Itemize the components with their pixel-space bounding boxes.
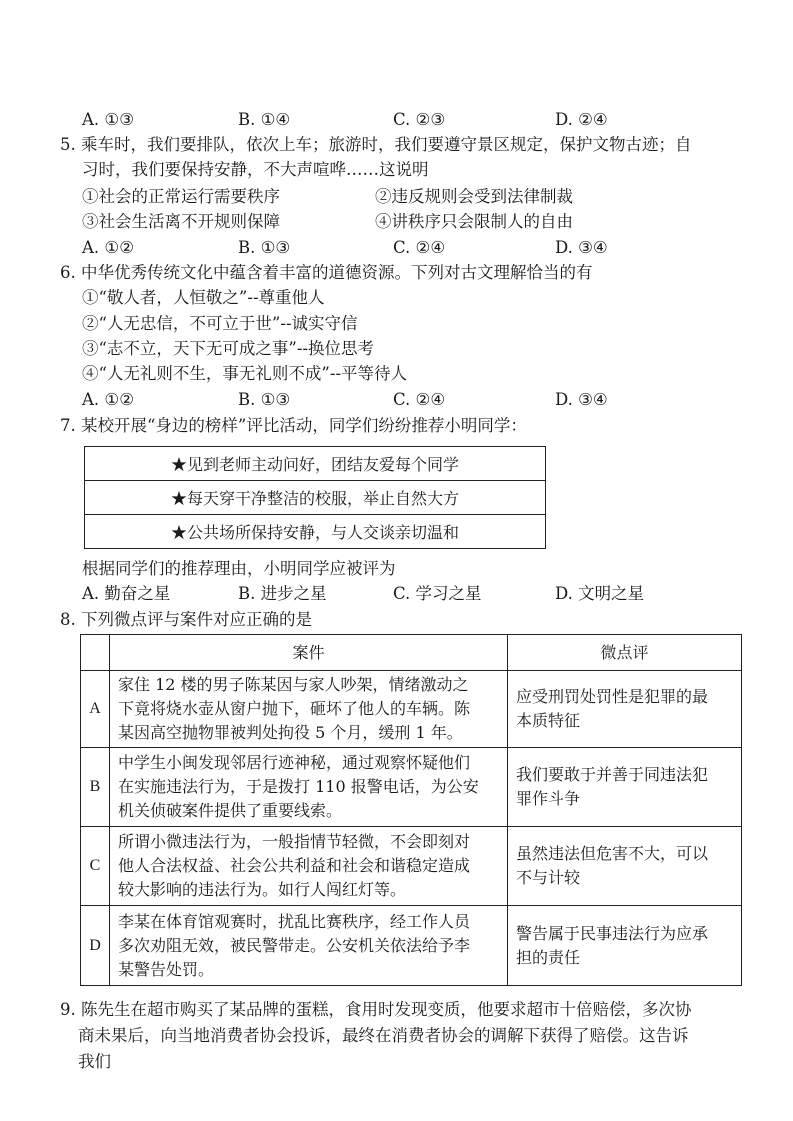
- case-line: 所谓小微违法行为，一般指情节轻微，不会即刻对: [118, 832, 471, 851]
- comment-line: 应受刑罚处罚性是犯罪的最: [516, 687, 709, 706]
- q5-option-b: B. ①③: [238, 238, 291, 257]
- table-header-row: [81, 635, 742, 671]
- q7-option-a: A. 勤奋之星: [82, 584, 171, 603]
- q4-option-a: A. ①③: [82, 110, 134, 129]
- q6-option-d: D. ③④: [555, 390, 608, 409]
- comment-text: [508, 748, 742, 827]
- case-line: 下竟将烧水壶从窗户抛下，砸坏了他人的车辆。陈: [118, 699, 471, 718]
- comment-line: 担的责任: [516, 947, 581, 967]
- q6-option-b: B. ①③: [238, 390, 291, 409]
- table-row: [81, 748, 742, 827]
- q7-follow-text: 根据同学们的推荐理由，小明同学应被评为: [82, 559, 396, 578]
- q4-option-b: B. ①④: [238, 110, 291, 129]
- header-case: 案件: [110, 635, 508, 671]
- table-row: [81, 906, 742, 986]
- q5-stem-line-1: 5. 乘车时，我们要排队，依次上车；旅游时，我们要遵守景区规定，保护文物古迹；自: [60, 135, 692, 154]
- case-line: 中学生小闽发现邻居行迹神秘，通过观察怀疑他们: [118, 753, 471, 772]
- row-letter: A: [81, 671, 110, 748]
- q5-option-d: D. ③④: [555, 238, 608, 257]
- q6-statement-3: ③“志不立，天下无可成之事”--换位思考: [82, 339, 375, 358]
- q9-stem-line-1: 9. 陈先生在超市购买了某品牌的蛋糕，食用时发现变质，他要求超市十倍赔偿，多次协: [60, 1000, 692, 1019]
- case-text: [110, 671, 508, 748]
- q6-statement-4: ④“人无礼则不生，事无礼则不成”--平等待人: [82, 364, 408, 383]
- case-line: 在实施违法行为，于是拨打 110 报警电话，为公安: [118, 777, 479, 796]
- comment-line: 本质特征: [516, 711, 581, 730]
- q5-statement-3: ③社会生活离不开规则保障: [82, 212, 280, 231]
- q6-statement-1: ①“敬人者，人恒敬之”--尊重他人: [82, 288, 325, 307]
- comment-text: [508, 906, 742, 986]
- case-text: [110, 827, 508, 906]
- q7-option-d: D. 文明之星: [555, 584, 645, 603]
- case-line: 机关侦破案件提供了重要线索。: [118, 801, 343, 820]
- table-row: [81, 827, 742, 906]
- row-letter: B: [81, 748, 110, 827]
- q7-recommendation-box: [84, 446, 546, 549]
- case-line: 他人合法权益、社会公共利益和社会和谐稳定造成: [118, 856, 471, 875]
- q5-statement-1: ①社会的正常运行需要秩序: [82, 187, 280, 206]
- case-line: 李某在体育馆观赛时，扰乱比赛秩序，经工作人员: [118, 911, 471, 931]
- q5-statement-2: ②违反规则会受到法律制裁: [375, 187, 573, 206]
- case-text: [110, 906, 508, 986]
- comment-line: 虽然违法但危害不大，可以: [516, 844, 709, 863]
- q4-option-d: D. ②④: [555, 110, 608, 129]
- q7-option-c: C. 学习之星: [393, 584, 482, 603]
- q4-option-c: C. ②③: [393, 110, 446, 129]
- case-line: 某警告处罚。: [118, 959, 215, 979]
- case-text: [110, 748, 508, 827]
- case-line: 较大影响的违法行为。如行人闯红灯等。: [118, 880, 407, 899]
- row-letter: D: [81, 906, 110, 986]
- q7-box-row-3: ★公共场所保持安静，与人交谈亲切温和: [85, 515, 546, 549]
- q6-stem: 6. 中华优秀传统文化中蕴含着丰富的道德资源。下列对古文理解恰当的有: [60, 263, 593, 282]
- q9-stem-line-2: 商未果后，向当地消费者协会投诉，最终在消费者协会的调解下获得了赔偿。这告诉: [78, 1026, 689, 1045]
- q5-option-a: A. ①②: [82, 238, 134, 257]
- header-comment: 微点评: [508, 635, 742, 671]
- q7-box-row-1: ★见到老师主动问好，团结友爱每个同学: [85, 447, 546, 481]
- q7-stem: 7. 某校开展“身边的榜样”评比活动，同学们纷纷推荐小明同学：: [60, 416, 527, 435]
- comment-line: 不与计较: [516, 868, 581, 887]
- q6-statement-2: ②“人无忠信，不可立于世”--诚实守信: [82, 314, 358, 333]
- case-line: 多次劝阻无效，被民警带走。公安机关依法给予李: [118, 935, 471, 955]
- comment-line: 警告属于民事违法行为应承: [516, 923, 709, 943]
- q8-case-table: [80, 634, 742, 986]
- comment-line: 我们要敢于并善于同违法犯: [516, 765, 709, 784]
- comment-text: [508, 827, 742, 906]
- q6-option-c: C. ②④: [393, 390, 446, 409]
- q7-box-row-2: ★每天穿干净整洁的校服，举止自然大方: [85, 481, 546, 515]
- q6-option-a: A. ①②: [82, 390, 134, 409]
- comment-text: [508, 671, 742, 748]
- table-row: [81, 671, 742, 748]
- q8-stem: 8. 下列微点评与案件对应正确的是: [60, 610, 312, 629]
- comment-line: 罪作斗争: [516, 789, 581, 808]
- q7-option-b: B. 进步之星: [238, 584, 327, 603]
- q9-stem-line-3: 我们: [78, 1052, 111, 1071]
- row-letter: C: [81, 827, 110, 906]
- case-line: 某因高空抛物罪被判处拘役 5 个月，缓刑 1 年。: [118, 723, 463, 742]
- q5-stem-line-2: 习时，我们要保持安静，不大声喧哗……这说明: [82, 160, 429, 179]
- case-line: 家住 12 楼的男子陈某因与家人吵架，情绪激动之: [118, 675, 469, 694]
- q5-statement-4: ④讲秩序只会限制人的自由: [375, 212, 573, 231]
- header-blank-cell: [81, 635, 110, 671]
- q5-option-c: C. ②④: [393, 238, 446, 257]
